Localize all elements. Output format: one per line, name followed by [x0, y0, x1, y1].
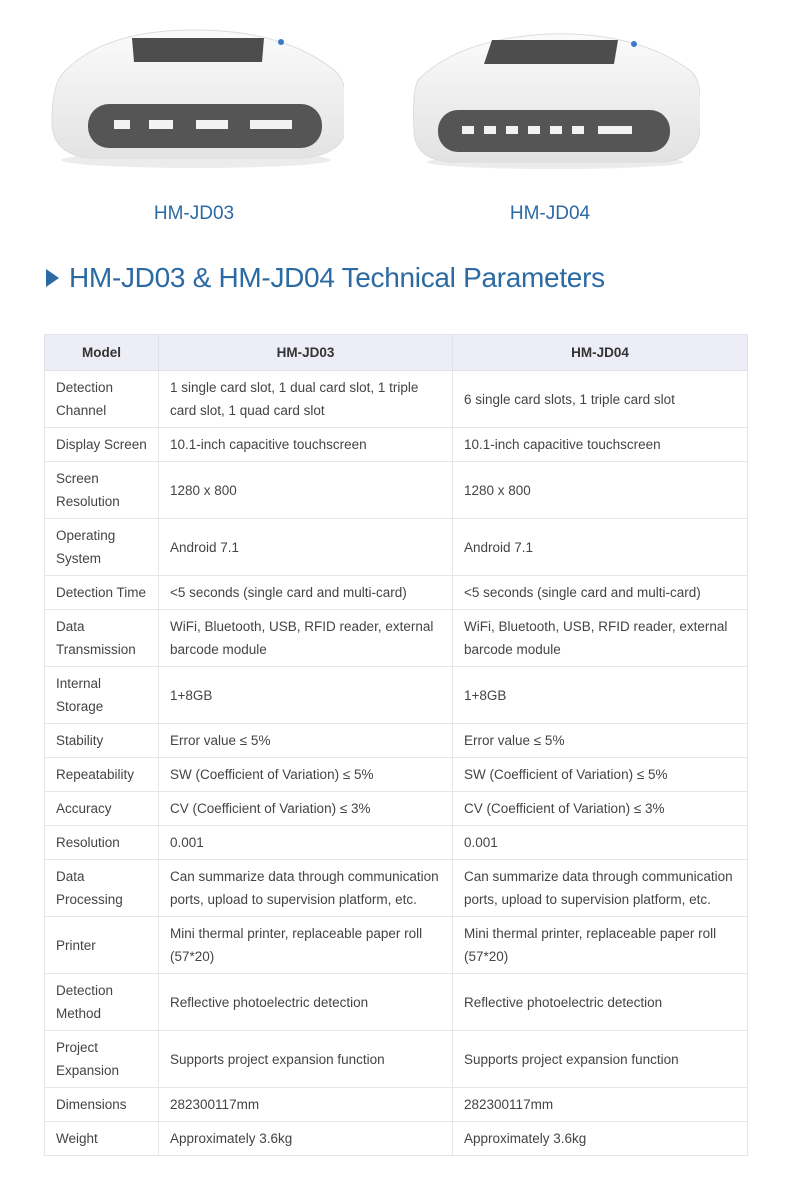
table-row: [45, 758, 748, 792]
cell-hm-jd04: Reflective photoelectric detection: [453, 974, 748, 1031]
row-label: Detection Method: [45, 974, 159, 1031]
table-row: [45, 1088, 748, 1122]
cell-hm-jd04: 1280 x 800: [453, 462, 748, 519]
row-label: Screen Resolution: [45, 462, 159, 519]
cell-hm-jd03: <5 seconds (single card and multi-card): [159, 576, 453, 610]
cell-hm-jd04: Supports project expansion function: [453, 1031, 748, 1088]
cell-hm-jd03: Android 7.1: [159, 519, 453, 576]
cell-hm-jd04: WiFi, Bluetooth, USB, RFID reader, external barcode module: [453, 610, 748, 667]
cell-hm-jd04: Mini thermal printer, replaceable paper roll (57*20): [453, 917, 748, 974]
row-label: Display Screen: [45, 428, 159, 462]
table-row: [45, 667, 748, 724]
cell-hm-jd04: SW (Coefficient of Variation) ≤ 5%: [453, 758, 748, 792]
row-label: Operating System: [45, 519, 159, 576]
product-hm-jd03: [44, 0, 364, 240]
row-label: Project Expansion: [45, 1031, 159, 1088]
table-row: [45, 1122, 748, 1156]
cell-hm-jd04: <5 seconds (single card and multi-card): [453, 576, 748, 610]
header-model: Model: [45, 335, 159, 371]
header-hm-jd04: HM-JD04: [453, 335, 748, 371]
section-title: HM-JD03 & HM-JD04 Technical Parameters: [69, 262, 605, 293]
hm-jd03-device-image: [44, 22, 344, 172]
table-row: [45, 371, 748, 428]
table-row: [45, 917, 748, 974]
cell-hm-jd03: Approximately 3.6kg: [159, 1122, 453, 1156]
cell-hm-jd03: WiFi, Bluetooth, USB, RFID reader, external barcode module: [159, 610, 453, 667]
table-row: [45, 724, 748, 758]
table-row: [45, 974, 748, 1031]
row-label: Weight: [45, 1122, 159, 1156]
table-row: [45, 428, 748, 462]
table-header-row: [45, 335, 748, 371]
cell-hm-jd03: 1 single card slot, 1 dual card slot, 1 triple card slot, 1 quad card slot: [159, 371, 453, 428]
cell-hm-jd04: 282300117mm: [453, 1088, 748, 1122]
cell-hm-jd03: SW (Coefficient of Variation) ≤ 5%: [159, 758, 453, 792]
table-row: [45, 826, 748, 860]
cell-hm-jd04: Android 7.1: [453, 519, 748, 576]
cell-hm-jd04: Error value ≤ 5%: [453, 724, 748, 758]
row-label: Data Processing: [45, 860, 159, 917]
product-label-hm-jd04: HM-JD04: [509, 203, 591, 224]
product-label-hm-jd03: HM-JD03: [153, 203, 235, 224]
cell-hm-jd04: 6 single card slots, 1 triple card slot: [453, 371, 748, 428]
cell-hm-jd03: 10.1-inch capacitive touchscreen: [159, 428, 453, 462]
cell-hm-jd03: Error value ≤ 5%: [159, 724, 453, 758]
cell-hm-jd03: Reflective photoelectric detection: [159, 974, 453, 1031]
product-hm-jd04: [400, 0, 720, 240]
row-label: Data Transmission: [45, 610, 159, 667]
spec-table: [44, 334, 748, 1156]
table-row: [45, 610, 748, 667]
row-label: Resolution: [45, 826, 159, 860]
header-hm-jd03: HM-JD03: [159, 335, 453, 371]
row-label: Repeatability: [45, 758, 159, 792]
section-heading: [46, 258, 605, 298]
cell-hm-jd04: 0.001: [453, 826, 748, 860]
table-row: [45, 1031, 748, 1088]
cell-hm-jd03: Mini thermal printer, replaceable paper roll (57*20): [159, 917, 453, 974]
cell-hm-jd04: 10.1-inch capacitive touchscreen: [453, 428, 748, 462]
table-row: [45, 576, 748, 610]
cell-hm-jd04: 1+8GB: [453, 667, 748, 724]
cell-hm-jd03: 282300117mm: [159, 1088, 453, 1122]
table-row: [45, 519, 748, 576]
cell-hm-jd03: 1+8GB: [159, 667, 453, 724]
cell-hm-jd03: 0.001: [159, 826, 453, 860]
row-label: Detection Channel: [45, 371, 159, 428]
row-label: Stability: [45, 724, 159, 758]
row-label: Printer: [45, 917, 159, 974]
cell-hm-jd04: Approximately 3.6kg: [453, 1122, 748, 1156]
hm-jd04-device-image: [400, 22, 700, 172]
table-row: [45, 860, 748, 917]
cell-hm-jd03: Can summarize data through communication ports, upload to supervision platform, etc.: [159, 860, 453, 917]
cell-hm-jd04: CV (Coefficient of Variation) ≤ 3%: [453, 792, 748, 826]
product-gallery: [0, 0, 790, 240]
table-row: [45, 792, 748, 826]
row-label: Internal Storage: [45, 667, 159, 724]
triangle-bullet-icon: [46, 269, 59, 287]
cell-hm-jd03: Supports project expansion function: [159, 1031, 453, 1088]
row-label: Dimensions: [45, 1088, 159, 1122]
cell-hm-jd03: 1280 x 800: [159, 462, 453, 519]
cell-hm-jd03: CV (Coefficient of Variation) ≤ 3%: [159, 792, 453, 826]
row-label: Accuracy: [45, 792, 159, 826]
table-row: [45, 462, 748, 519]
row-label: Detection Time: [45, 576, 159, 610]
cell-hm-jd04: Can summarize data through communication ports, upload to supervision platform, etc.: [453, 860, 748, 917]
